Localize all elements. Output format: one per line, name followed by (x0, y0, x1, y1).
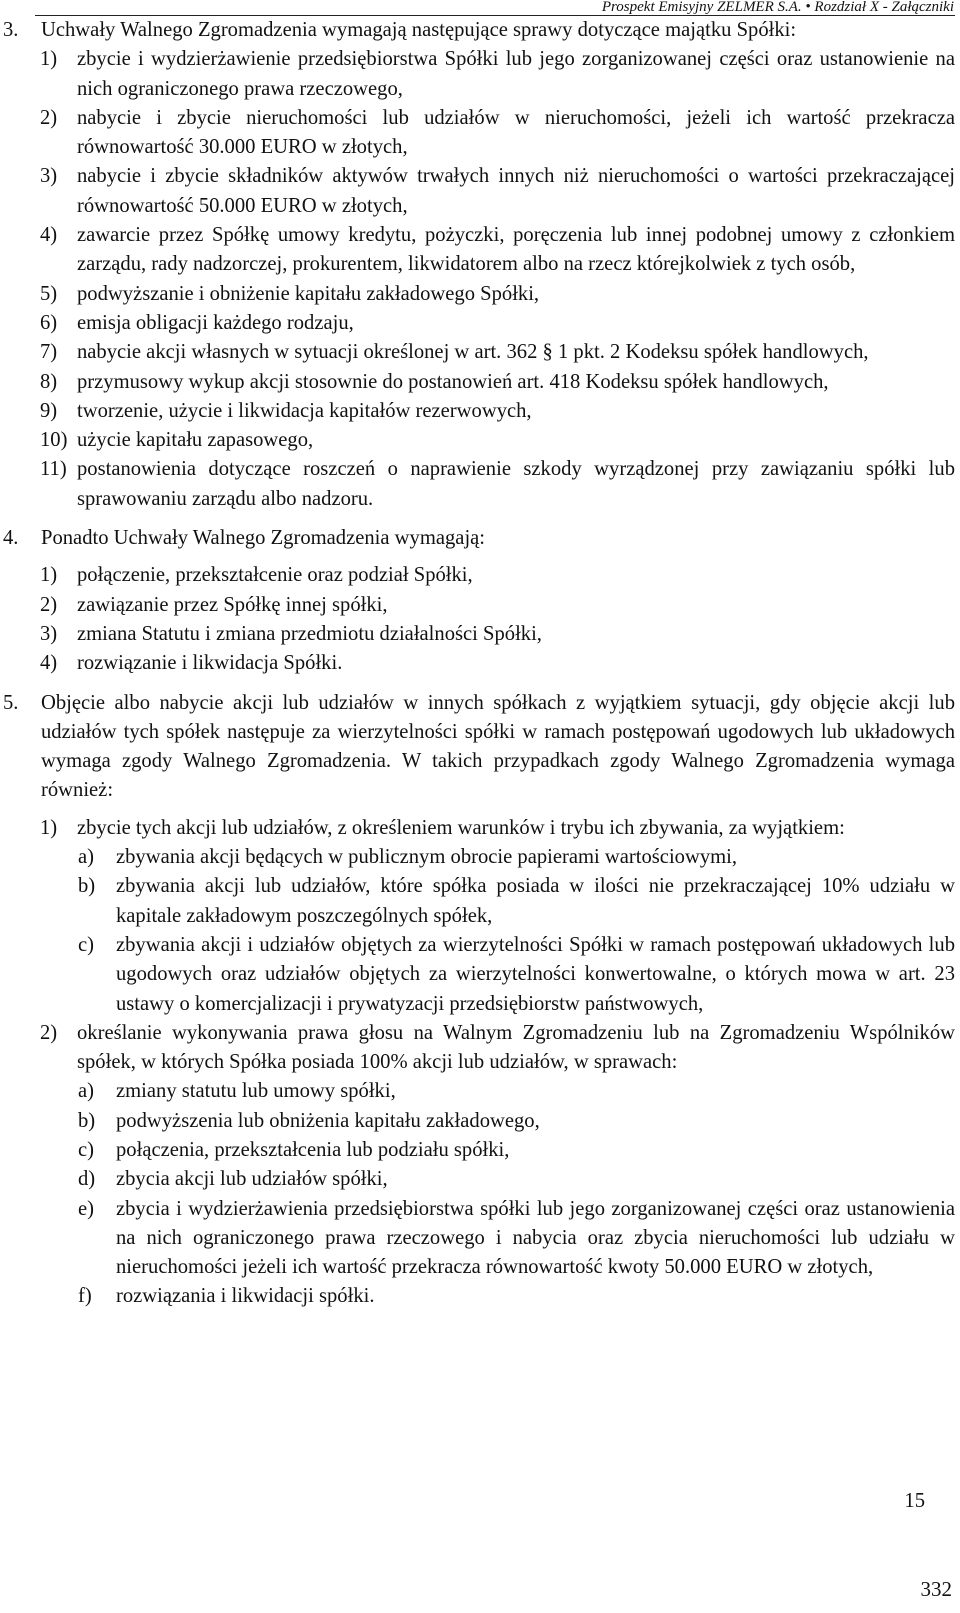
item-text: określanie wykonywania prawa głosu na Walnym Zgromadzeniu lub na Zgromadzeniu Wspólników spółek, w których Spółka posiada 100% akcji lub udziałów, w sprawach: (77, 1021, 955, 1074)
spacer (0, 514, 960, 524)
item-number: 4) (40, 224, 58, 247)
list-item (0, 426, 960, 455)
item-text: zawiązanie przez Spółkę innej spółki, (77, 593, 388, 616)
item-text: zawarcie przez Spółkę umowy kredytu, pożyczki, poręczenia lub innej podobnej umowy z członkiem zarządu, rady nadzorczej, prokurentem, likwidatorem albo na rzecz którejkolwiek z tych osób, (77, 224, 955, 276)
section-5-intro (0, 689, 960, 806)
sub-item (0, 1165, 960, 1194)
list-item (0, 591, 960, 620)
list-item (0, 338, 960, 367)
list-item (0, 309, 960, 338)
list-item (0, 1019, 960, 1078)
sub-item-letter: f) (78, 1285, 92, 1308)
sub-item (0, 931, 960, 1019)
sub-item-letter: c) (78, 933, 94, 956)
sub-item-text: rozwiązania i likwidacji spółki. (116, 1285, 375, 1308)
sub-item-letter: a) (78, 846, 94, 869)
item-text: zbycie tych akcji lub udziałów, z określeniem warunków i trybu ich zbywania, za wyjątkiem: (77, 816, 845, 839)
sub-item-text: zbycia i wydzierżawienia przedsiębiorstwa spółki lub jego zorganizowanej części oraz ustanowienia na nich ograniczonego prawa rzeczowego i nabycia oraz zbycia nieruchomości lub udziału w nieruchomości jeżeli ich wartość przekracza równowartość kwoty 50.000 EURO w złotych, (116, 1197, 955, 1279)
list-item (0, 221, 960, 280)
item-text: tworzenie, użycie i likwidacja kapitałów rezerwowych, (77, 399, 532, 422)
list-item (0, 649, 960, 678)
page-number: 332 (920, 1577, 952, 1601)
sub-item-text: połączenia, przekształcenia lub podziału spółki, (116, 1138, 510, 1161)
sub-item-letter: e) (78, 1197, 94, 1220)
item-text: nabycie akcji własnych w sytuacji określonej w art. 362 § 1 pkt. 2 Kodeksu spółek handlowych, (77, 341, 869, 364)
list-item (0, 280, 960, 309)
list-item (0, 45, 960, 104)
sub-item (0, 872, 960, 931)
item-number: 1) (40, 48, 58, 71)
item-text: nabycie i zbycie nieruchomości lub udziałów w nieruchomości, jeżeli ich wartość przekracza równowartość 30.000 EURO w złotych, (77, 106, 955, 159)
item-text: zbycie i wydzierżawienie przedsiębiorstwa Spółki lub jego zorganizowanej części oraz ustanowienie na nich ograniczonego prawa rzeczowego, (77, 48, 955, 100)
item-number: 10) (40, 429, 68, 452)
item-text: połączenie, przekształcenie oraz podział Spółki, (77, 564, 473, 587)
list-item (0, 397, 960, 426)
item-text: przymusowy wykup akcji stosownie do postanowień art. 418 Kodeksu spółek handlowych, (77, 370, 829, 393)
item-number: 6) (40, 311, 58, 334)
item-text: postanowienia dotyczące roszczeń o naprawienie szkody wyrządzonej przy zawiązaniu spółki lub sprawowaniu zarządu albo nadzoru. (77, 458, 955, 510)
sub-item (0, 1282, 960, 1311)
sub-item-text: zbywania akcji lub udziałów, które spółka posiada w ilości nie przekraczającej 10% udziału w kapitale zakładowym poszczególnych spółek, (116, 875, 955, 927)
page-header (0, 0, 960, 16)
item-text: emisja obligacji każdego rodzaju, (77, 311, 354, 334)
sub-item-text: zbywania akcji i udziałów objętych za wierzytelności Spółki w ramach postępowań układowych lub ugodowych oraz udziałów objętych za wierzytelności konwertowalne, o których mowa w art. 23 ustawy o komercjalizacji i prywatyzacji przedsiębiorstw państwowych, (116, 933, 955, 1015)
sub-item-letter: a) (78, 1080, 94, 1103)
item-text: podwyższanie i obniżenie kapitału zakładowego Spółki, (77, 282, 540, 305)
item-number: 2) (40, 593, 58, 616)
section-3-intro (0, 16, 960, 45)
item-number: 1) (40, 816, 58, 839)
section-4-intro (0, 524, 960, 553)
list-item (0, 104, 960, 163)
item-number: 7) (40, 341, 58, 364)
item-text: nabycie i zbycie składników aktywów trwałych innych niż nieruchomości o wartości przekraczającej równowartość 50.000 EURO w złotych, (77, 165, 955, 217)
item-text: użycie kapitału zapasowego, (77, 429, 314, 452)
section-number: 3. (3, 19, 19, 41)
header-text: Prospekt Emisyjny ZELMER S.A. • Rozdział X - Załączniki (601, 0, 954, 15)
item-number: 11) (40, 458, 67, 481)
section-text: Ponadto Uchwały Walnego Zgromadzenia wymagają: (41, 527, 486, 550)
sub-item-text: podwyższenia lub obniżenia kapitału zakładowego, (116, 1109, 540, 1132)
item-number: 3) (40, 165, 58, 188)
list-item (0, 455, 960, 514)
sub-item-letter: b) (78, 875, 96, 898)
section-text: Uchwały Walnego Zgromadzenia wymagają następujące sprawy dotyczące majątku Spółki: (41, 19, 797, 41)
item-number: 3) (40, 622, 58, 645)
spacer (0, 806, 960, 814)
item-number: 9) (40, 399, 58, 422)
item-text: rozwiązanie i likwidacja Spółki. (77, 652, 343, 675)
list-item (0, 620, 960, 649)
sub-item-letter: c) (78, 1138, 94, 1161)
item-number: 8) (40, 370, 58, 393)
spacer (0, 553, 960, 561)
item-number: 1) (40, 564, 58, 587)
item-number: 5) (40, 282, 58, 305)
list-item (0, 561, 960, 590)
sub-item (0, 1136, 960, 1165)
item-number: 2) (40, 106, 58, 129)
sub-item-text: zbywania akcji będących w publicznym obrocie papierami wartościowymi, (116, 846, 738, 869)
statute-page-number: 15 (904, 1490, 925, 1512)
sub-item-letter: b) (78, 1109, 96, 1132)
item-number: 4) (40, 652, 58, 675)
sub-item (0, 843, 960, 872)
sub-item-text: zbycia akcji lub udziałów spółki, (116, 1168, 388, 1191)
section-text: Objęcie albo nabycie akcji lub udziałów w innych spółkach z wyjątkiem sytuacji, gdy objęcie akcji lub udziałów tych spółek następuje za wierzytelności spółki w ramach postępowań ugodowych lub układowych wymaga zgody Walnego Zgromadzenia. W takich przypadkach zgody Walnego Zgromadzenia wymaga również: (41, 691, 955, 802)
sub-item (0, 1107, 960, 1136)
sub-item (0, 1077, 960, 1106)
sub-item (0, 1195, 960, 1283)
item-number: 2) (40, 1021, 58, 1044)
section-number: 4. (3, 527, 19, 550)
sub-item-letter: d) (78, 1168, 96, 1191)
list-item (0, 368, 960, 397)
list-item (0, 162, 960, 221)
spacer (0, 679, 960, 689)
section-number: 5. (3, 691, 19, 714)
item-text: zmiana Statutu i zmiana przedmiotu działalności Spółki, (77, 622, 542, 645)
document-body (0, 16, 960, 1312)
list-item (0, 814, 960, 843)
sub-item-text: zmiany statutu lub umowy spółki, (116, 1080, 396, 1103)
